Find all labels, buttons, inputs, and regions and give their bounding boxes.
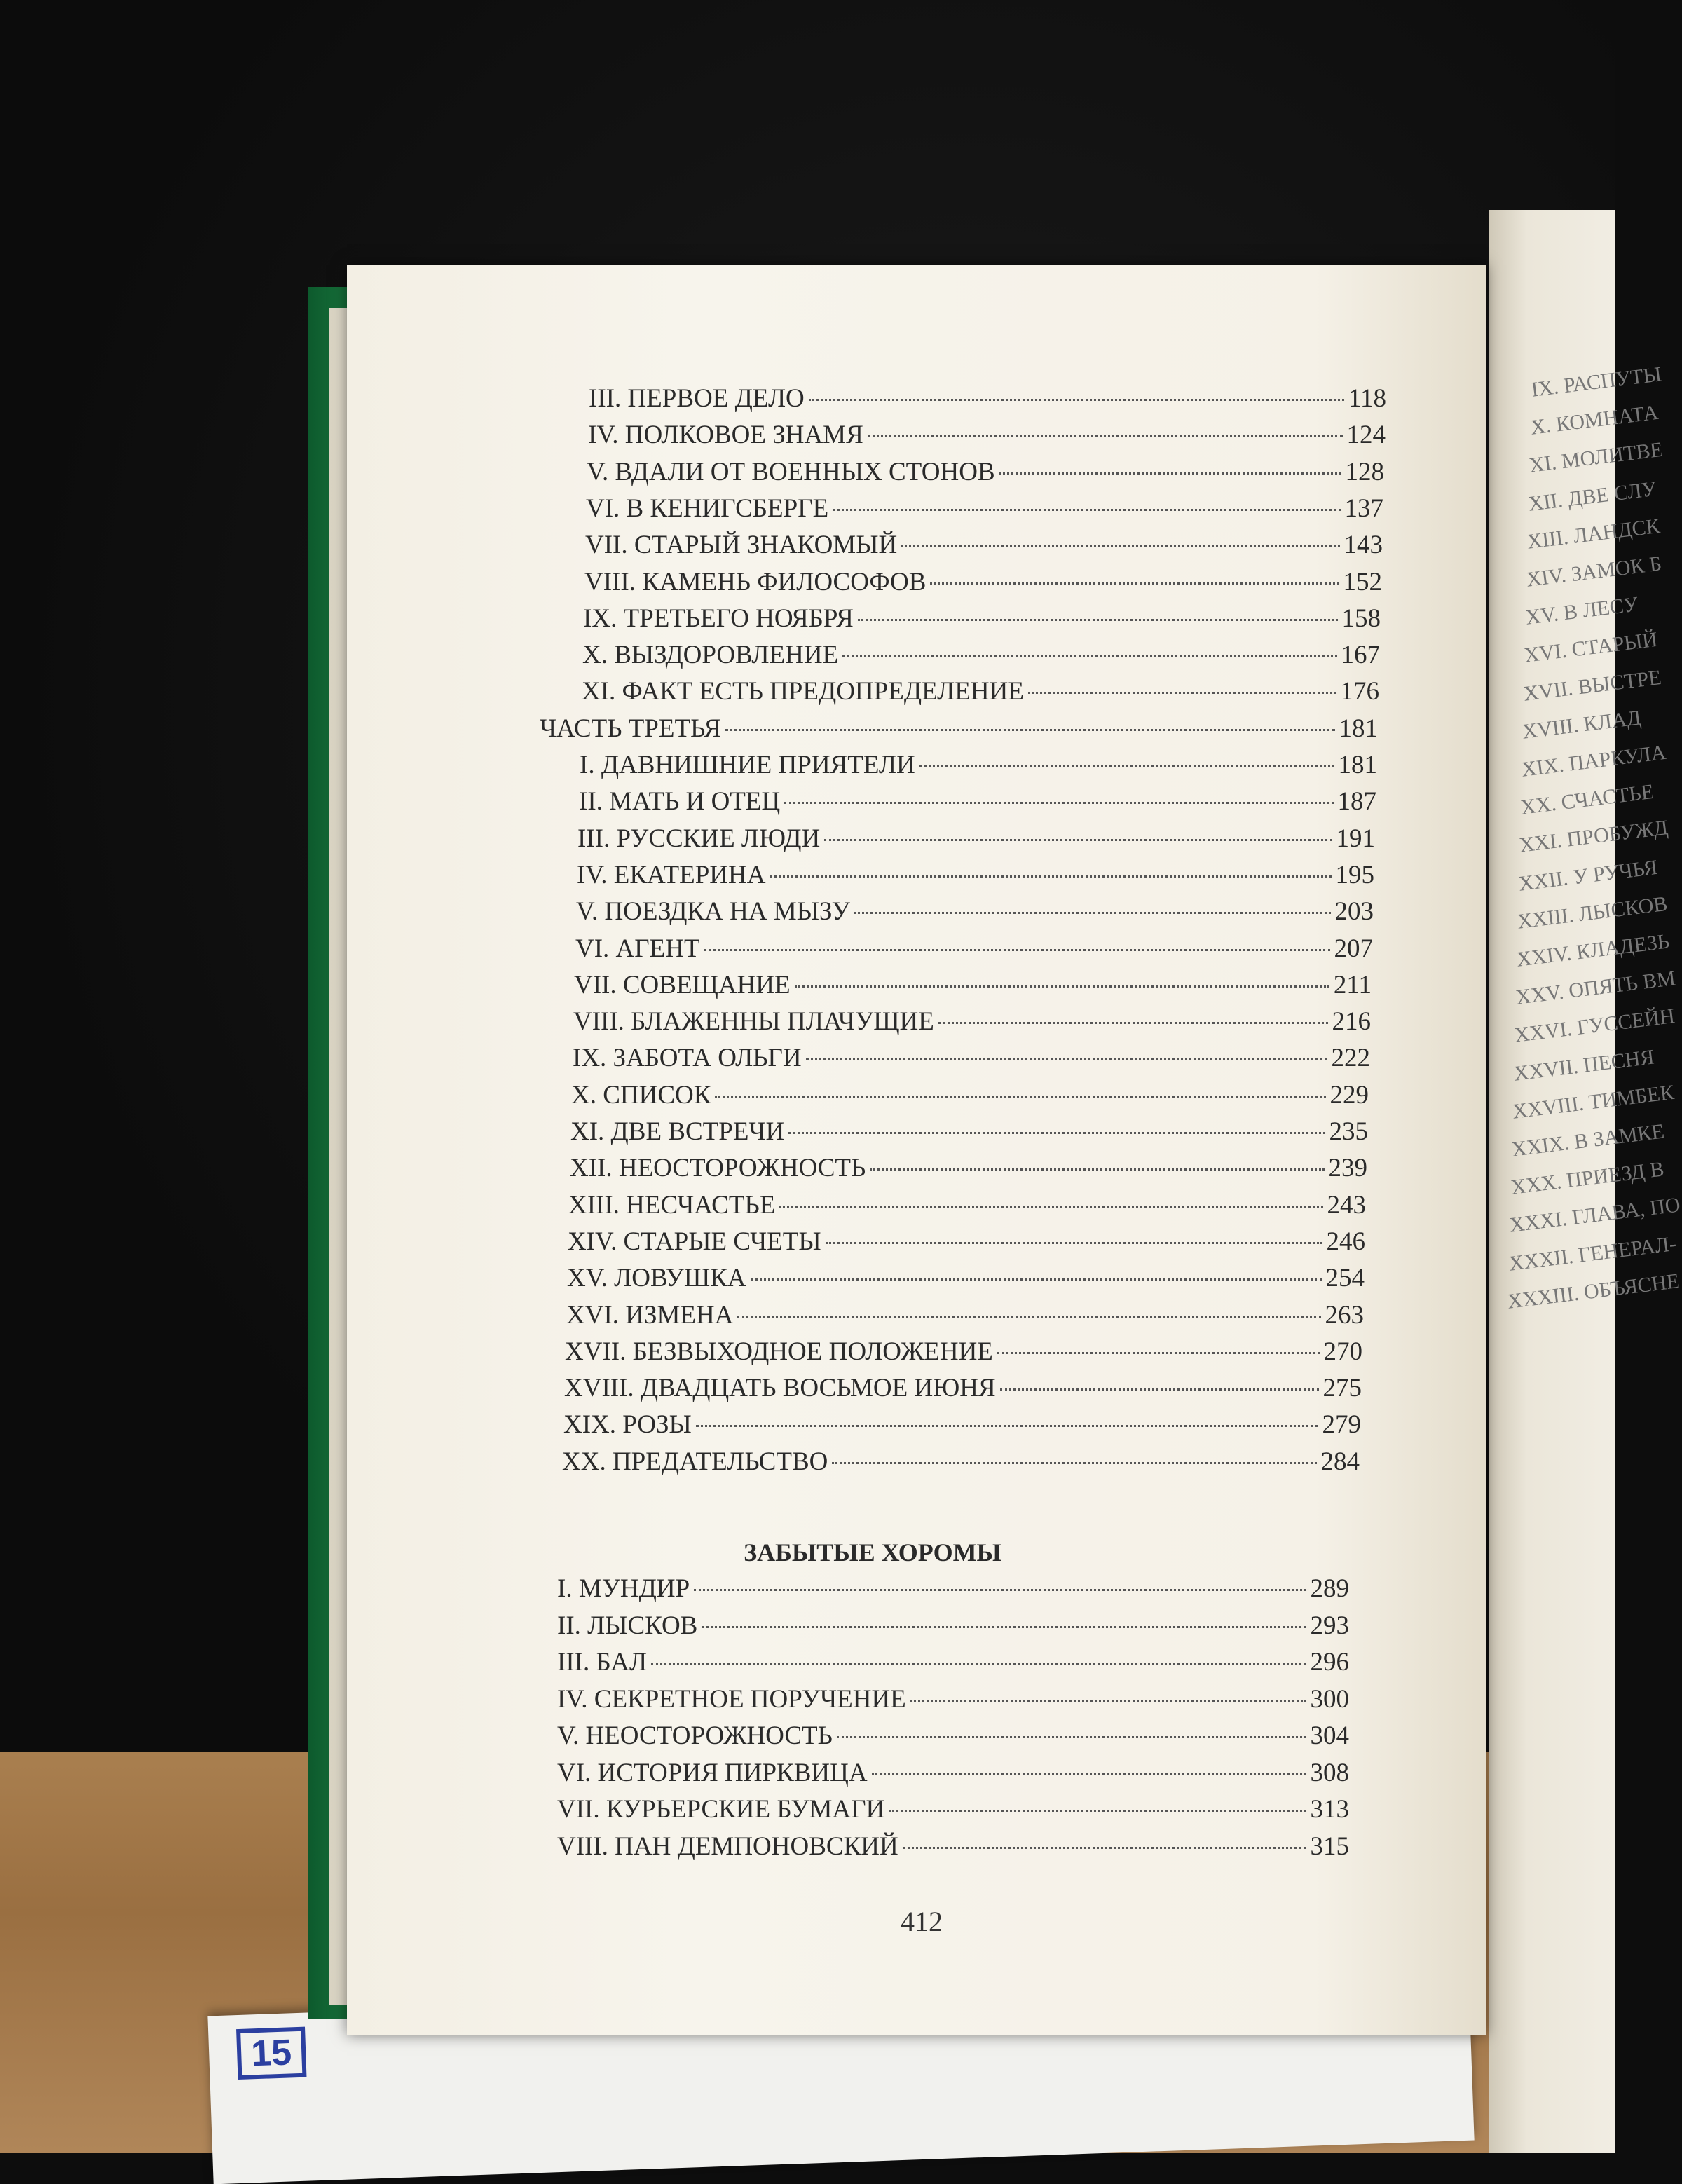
toc-entry-page: 176 <box>1340 677 1379 706</box>
toc-entry <box>584 566 1382 599</box>
right-page-line: XXX. ПРИЕЗД В <box>1509 1157 1665 1200</box>
page-number: 412 <box>901 1906 943 1937</box>
toc-entry-page: 293 <box>1310 1611 1349 1640</box>
toc-entry-page: 158 <box>1341 604 1381 633</box>
toc-entry-page: 275 <box>1322 1374 1362 1402</box>
toc-entry-page: 128 <box>1345 458 1384 486</box>
toc-entry-page: 239 <box>1328 1154 1367 1182</box>
toc-entry-title: VIII. ПАН ДЕМПОНОВСКИЙ <box>557 1832 898 1861</box>
toc-entry <box>570 1116 1368 1148</box>
toc-leader-dots <box>751 1278 1322 1281</box>
toc-leader-dots <box>784 802 1333 804</box>
toc-entry-title: XVIII. ДВАДЦАТЬ ВОСЬМОЕ ИЮНЯ <box>564 1374 996 1402</box>
toc-entry-page: 207 <box>1334 934 1373 963</box>
section-heading: ЗАБЫТЫЕ ХОРОМЫ <box>744 1538 1001 1567</box>
toc-entry <box>574 969 1372 1002</box>
right-page-line: XXIV. КЛАДЕЗЬ <box>1515 929 1671 971</box>
toc-entry-page: 181 <box>1338 751 1377 779</box>
toc-entry <box>571 1079 1369 1112</box>
toc-entry <box>557 1646 1349 1679</box>
toc-entry-page: 137 <box>1344 494 1383 523</box>
toc-entry-title: VIII. БЛАЖЕННЫ ПЛАЧУЩИЕ <box>573 1007 934 1036</box>
toc-entry <box>587 456 1384 489</box>
toc-entry-title: IX. ЗАБОТА ОЛЬГИ <box>573 1044 802 1072</box>
toc-entry-title: XIII. НЕСЧАСТЬЕ <box>568 1191 776 1220</box>
toc-entry-title: IX. ТРЕТЬЕГО НОЯБРЯ <box>583 604 854 633</box>
toc-entry-title: I. МУНДИР <box>557 1574 690 1603</box>
toc-entry-page: 229 <box>1329 1081 1369 1110</box>
toc-entry-title: II. ЛЫСКОВ <box>557 1611 698 1640</box>
toc-entry-title: III. РУССКИЕ ЛЮДИ <box>577 824 821 853</box>
toc-entry <box>576 896 1374 928</box>
toc-leader-dots <box>901 545 1339 547</box>
toc-entry <box>573 1006 1371 1038</box>
toc-entry-title: VII. СТАРЫЙ ЗНАКОМЫЙ <box>585 531 898 559</box>
toc-entry-page: 181 <box>1339 714 1378 743</box>
toc-leader-dots <box>872 1773 1306 1775</box>
right-page-line: XVI. СТАРЫЙ <box>1523 628 1660 668</box>
toc-entry-page: 203 <box>1334 897 1374 926</box>
toc-entry-page: 304 <box>1310 1721 1349 1750</box>
toc-entry-title: X. ВЫЗДОРОВЛЕНИЕ <box>582 641 839 669</box>
toc-leader-dots <box>702 1626 1306 1628</box>
toc-entry <box>567 1262 1365 1295</box>
toc-leader-dots <box>837 1736 1306 1738</box>
toc-entry <box>573 1042 1370 1074</box>
toc-entry-title: XIV. СТАРЫЕ СЧЕТЫ <box>568 1227 821 1256</box>
toc-entry-title: XVI. ИЗМЕНА <box>566 1301 734 1330</box>
toc-leader-dots <box>854 912 1331 914</box>
toc-entry-page: 296 <box>1310 1648 1349 1677</box>
right-page-line: XXVII. ПЕСНЯ <box>1512 1045 1655 1086</box>
toc-leader-dots <box>715 1096 1325 1098</box>
toc-leader-dots <box>737 1316 1320 1318</box>
toc-entry-page: 308 <box>1310 1759 1349 1787</box>
toc-entry-title: XI. ДВЕ ВСТРЕЧИ <box>570 1117 785 1146</box>
right-page-line: XVIII. КЛАД <box>1521 706 1643 744</box>
right-page-line: XXXI. ГЛАВА, ПО <box>1508 1193 1682 1238</box>
right-page-line: XIV. ЗАМОК Б <box>1524 552 1663 592</box>
right-page-line: IX. РАСПУТЫ <box>1529 362 1663 402</box>
toc-leader-dots <box>806 1058 1327 1060</box>
toc-leader-dots <box>930 582 1339 585</box>
toc-entry-title: XVII. БЕЗВЫХОДНОЕ ПОЛОЖЕНИЕ <box>565 1337 993 1366</box>
toc-entry-title: VI. ИСТОРИЯ ПИРКВИЦА <box>557 1759 868 1787</box>
toc-entry-page: 300 <box>1310 1685 1349 1714</box>
toc-entry-page: 270 <box>1323 1337 1362 1366</box>
toc-leader-dots <box>1028 692 1336 694</box>
toc-entry <box>562 1446 1360 1478</box>
right-page-line: XXXIII. ОБЪЯСНЕ <box>1506 1269 1681 1313</box>
toc-entry <box>582 639 1380 671</box>
toc-entry-title: X. СПИСОК <box>571 1081 711 1110</box>
toc-entry-page: 191 <box>1336 824 1375 853</box>
toc-leader-dots <box>868 435 1343 437</box>
toc-leader-dots <box>910 1700 1306 1702</box>
toc-leader-dots <box>833 509 1340 511</box>
right-page-line: XXIX. В ЗАМКЕ <box>1510 1119 1666 1161</box>
toc-leader-dots <box>788 1132 1325 1134</box>
toc-leader-dots <box>889 1810 1306 1812</box>
toc-entry-title: V. ПОЕЗДКА НА МЫЗУ <box>576 897 850 926</box>
toc-entry-page: 195 <box>1335 861 1374 889</box>
toc-leader-dots <box>696 1425 1318 1427</box>
toc-entry <box>540 713 1378 745</box>
right-page-line: XIII. ЛАНДСК <box>1526 514 1662 554</box>
toc-entry-page: 243 <box>1327 1191 1366 1220</box>
right-page-line: X. КОМНАТА <box>1529 400 1660 440</box>
toc-leader-dots <box>919 765 1334 767</box>
toc-entry-page: 315 <box>1310 1832 1349 1861</box>
toc-entry-page: 263 <box>1325 1301 1364 1330</box>
toc-entry <box>557 1831 1349 1863</box>
toc-leader-dots <box>832 1462 1316 1464</box>
right-page-line: XXXII. ГЕНЕРАЛ- <box>1507 1231 1678 1276</box>
toc-entry-page: 187 <box>1337 787 1376 816</box>
toc-leader-dots <box>795 985 1329 988</box>
toc-leader-dots <box>842 655 1336 657</box>
toc-entry-page: 167 <box>1341 641 1380 669</box>
right-page-line: XI. МОЛИТВЕ <box>1528 438 1664 478</box>
toc-entry-title: IV. СЕКРЕТНОЕ ПОРУЧЕНИЕ <box>557 1685 906 1714</box>
right-page-line: XXII. У РУЧЬЯ <box>1517 855 1659 896</box>
toc-entry-page: 124 <box>1346 421 1386 449</box>
toc-entry <box>557 1720 1349 1752</box>
toc-leader-dots <box>858 619 1338 621</box>
toc-entry <box>557 1573 1349 1605</box>
right-page-line: XIX. ПАРКУЛА <box>1519 740 1668 782</box>
toc-leader-dots <box>704 949 1330 951</box>
toc-entry <box>563 1409 1361 1441</box>
toc-entry <box>575 933 1373 965</box>
toc-entry <box>582 676 1379 708</box>
toc-entry-page: 279 <box>1322 1410 1361 1439</box>
toc-entry-page: 216 <box>1332 1007 1371 1036</box>
toc-entry-title: XI. ФАКТ ЕСТЬ ПРЕДОПРЕДЕЛЕНИЕ <box>582 677 1024 706</box>
toc-entry-page: 254 <box>1325 1264 1365 1292</box>
toc-entry-title: VII. СОВЕЩАНИЕ <box>574 971 791 999</box>
toc-leader-dots <box>826 1242 1322 1244</box>
left-page <box>347 265 1486 2035</box>
toc-entry-title: III. БАЛ <box>557 1648 648 1677</box>
toc-entry-title: VIII. КАМЕНЬ ФИЛОСОФОВ <box>584 568 927 596</box>
toc-leader-dots <box>903 1847 1306 1849</box>
toc-entry-title: IV. ЕКАТЕРИНА <box>577 861 766 889</box>
toc-entry-page: 118 <box>1348 384 1386 413</box>
toc-entry <box>565 1336 1362 1368</box>
toc-entry <box>580 749 1377 782</box>
toc-leader-dots <box>779 1206 1322 1208</box>
toc-leader-dots <box>997 1352 1320 1354</box>
right-page-line: XXV. ОПЯТЬ ВМ <box>1514 967 1677 1010</box>
right-page-line: XV. В ЛЕСУ <box>1524 592 1639 630</box>
toc-entry <box>577 859 1374 892</box>
right-page-line: XXI. ПРОБУЖД <box>1518 816 1670 858</box>
right-page <box>1489 210 1682 2153</box>
toc-leader-dots <box>824 839 1332 841</box>
toc-entry <box>568 1226 1365 1258</box>
toc-entry-page: 152 <box>1343 568 1382 596</box>
toc-leader-dots <box>694 1589 1306 1591</box>
toc-entry-title: XII. НЕОСТОРОЖНОСТЬ <box>570 1154 866 1182</box>
ruler-label: 15 <box>236 2027 306 2080</box>
toc-entry <box>557 1794 1349 1826</box>
toc-entry-page: 235 <box>1329 1117 1368 1146</box>
toc-leader-dots <box>651 1663 1306 1665</box>
toc-entry-title: I. ДАВНИШНИЕ ПРИЯТЕЛИ <box>580 751 915 779</box>
toc-leader-dots <box>770 875 1331 878</box>
right-page-line: XXVIII. ТИМБЕК <box>1511 1080 1676 1124</box>
toc-leader-dots <box>870 1168 1324 1171</box>
toc-entry <box>566 1299 1364 1332</box>
toc-entry-title: XX. ПРЕДАТЕЛЬСТВО <box>562 1447 828 1476</box>
toc-leader-dots <box>999 472 1341 475</box>
toc-entry-page: 143 <box>1343 531 1383 559</box>
right-page-line: XX. СЧАСТЬЕ <box>1519 780 1655 820</box>
toc-leader-dots <box>1000 1388 1319 1391</box>
toc-entry <box>586 493 1383 525</box>
toc-leader-dots <box>938 1022 1328 1024</box>
toc-entry-page: 222 <box>1331 1044 1370 1072</box>
toc-entry-title: XV. ЛОВУШКА <box>567 1264 746 1292</box>
toc-entry-page: 313 <box>1310 1795 1349 1824</box>
toc-entry-title: VI. В КЕНИГСБЕРГЕ <box>586 494 829 523</box>
toc-entry <box>585 529 1383 561</box>
toc-entry <box>589 383 1386 415</box>
toc-entry <box>588 419 1386 451</box>
toc-entry <box>583 603 1381 635</box>
toc-entry <box>577 823 1375 855</box>
toc-entry <box>579 786 1376 818</box>
toc-entry <box>557 1757 1349 1789</box>
toc-leader-dots <box>809 399 1344 401</box>
toc-entry-page: 289 <box>1310 1574 1349 1603</box>
toc-entry <box>557 1684 1349 1716</box>
right-page-line: XXIII. ЛЫСКОВ <box>1516 892 1669 934</box>
toc-entry-title: XIX. РОЗЫ <box>563 1410 692 1439</box>
toc-leader-dots <box>725 729 1334 731</box>
toc-entry-title: VII. КУРЬЕРСКИЕ БУМАГИ <box>557 1795 885 1824</box>
toc-entry-title: V. ВДАЛИ ОТ ВОЕННЫХ СТОНОВ <box>587 458 995 486</box>
toc-entry-title: ЧАСТЬ ТРЕТЬЯ <box>540 714 722 743</box>
toc-entry-title: II. МАТЬ И ОТЕЦ <box>579 787 781 816</box>
toc-entry <box>564 1372 1362 1405</box>
toc-entry-title: III. ПЕРВОЕ ДЕЛО <box>589 384 805 413</box>
toc-entry <box>570 1152 1367 1185</box>
toc-entry-page: 284 <box>1320 1447 1360 1476</box>
toc-entry-title: V. НЕОСТОРОЖНОСТЬ <box>557 1721 833 1750</box>
toc-entry-title: VI. АГЕНТ <box>575 934 700 963</box>
toc-entry <box>557 1610 1349 1642</box>
toc-entry <box>568 1189 1366 1222</box>
toc-entry-title: IV. ПОЛКОВОЕ ЗНАМЯ <box>588 421 863 449</box>
right-page-line: XVII. ВЫСТРЕ <box>1522 665 1663 706</box>
toc-entry-page: 246 <box>1326 1227 1365 1256</box>
toc-entry-page: 211 <box>1333 971 1372 999</box>
table-of-contents <box>347 265 1486 2035</box>
right-page-line: XXVI. ГУССЕЙН <box>1513 1004 1676 1048</box>
right-page-line: XII. ДВЕ СЛУ <box>1526 477 1658 516</box>
